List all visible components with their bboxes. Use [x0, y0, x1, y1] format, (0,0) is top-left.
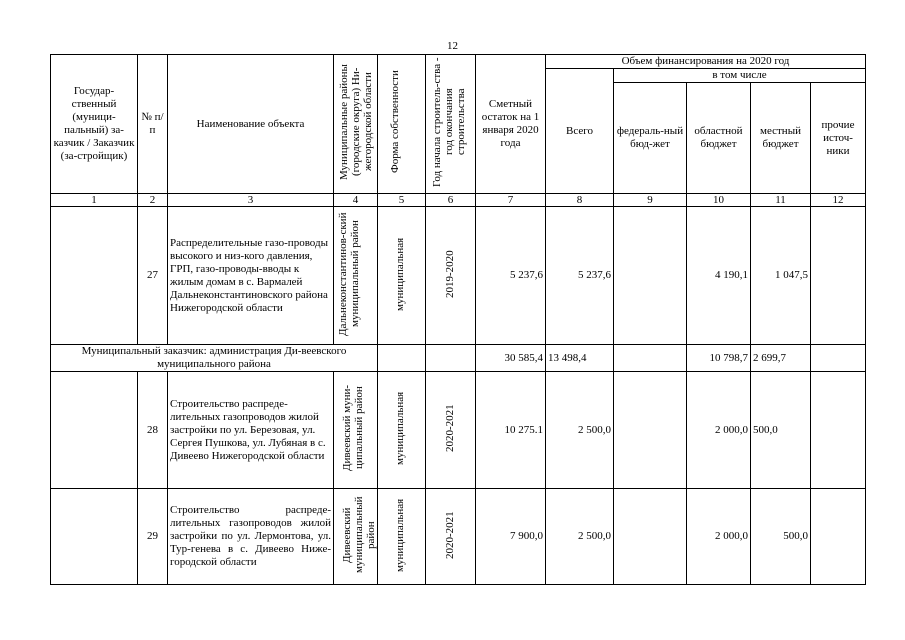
- remainder: 7 900,0: [476, 489, 546, 585]
- other: [811, 207, 866, 345]
- local: 500,0: [751, 372, 811, 489]
- object-name: Строительство распреде-лительных газопроводов жилой застройки по ул. Лермонтова, ул. Тур-генева в с. Дивеево Ниже-городской области: [168, 489, 334, 585]
- header-ownership: Форма собственности: [378, 55, 426, 194]
- table-row: [51, 489, 866, 585]
- page-number: 12: [447, 40, 458, 52]
- total: 13 498,4: [546, 345, 614, 372]
- ownership: муниципальная: [378, 207, 426, 345]
- object-name: Распределительные газо-проводы высокого и низ-кого давления, ГРП, газо-проводы-вводы к жилым домам в с. Вармалей Дальнеконстантиновского района Нижегородской области: [168, 207, 334, 345]
- header-local: местный бюджет: [751, 83, 811, 194]
- federal: [614, 207, 687, 345]
- financing-table: [50, 54, 866, 585]
- total: 2 500,0: [546, 372, 614, 489]
- district: Дальнеконстантинов-ский муниципальный район: [334, 207, 378, 345]
- header-remainder: Сметный остаток на 1 января 2020 года: [476, 55, 546, 194]
- total: 5 237,6: [546, 207, 614, 345]
- regional: 2 000,0: [687, 489, 751, 585]
- header-federal: федераль-ный бюд-жет: [614, 83, 687, 194]
- local: 500,0: [751, 489, 811, 585]
- column-numbers-row: 1 2 3 4 5 6 7 8 9 10 11 12: [51, 194, 866, 207]
- header-years: Год начала строитель-ства - год окончания строительства: [426, 55, 476, 194]
- header-financing: Объем финансирования на 2020 год: [546, 55, 866, 69]
- remainder: 10 275.1: [476, 372, 546, 489]
- total: 2 500,0: [546, 489, 614, 585]
- federal: [614, 345, 687, 372]
- table-row: [51, 345, 866, 372]
- other: [811, 489, 866, 585]
- header-district: Муниципальные районы (городские округа) Ни-жегородской области: [334, 55, 378, 194]
- other: [811, 345, 866, 372]
- table-row: [51, 372, 866, 489]
- row-number: 27: [138, 207, 168, 345]
- row-number: 28: [138, 372, 168, 489]
- years: 2019-2020: [426, 207, 476, 345]
- other: [811, 372, 866, 489]
- ownership: муниципальная: [378, 372, 426, 489]
- ownership: муниципальная: [378, 489, 426, 585]
- local: 1 047,5: [751, 207, 811, 345]
- header-including: в том числе: [614, 69, 866, 83]
- header-other: прочие источ-ники: [811, 83, 866, 194]
- regional: 4 190,1: [687, 207, 751, 345]
- remainder: 5 237,6: [476, 207, 546, 345]
- years: 2020-2021: [426, 489, 476, 585]
- row-number: 29: [138, 489, 168, 585]
- remainder: 30 585,4: [476, 345, 546, 372]
- header-regional: областной бюджет: [687, 83, 751, 194]
- years: 2020-2021: [426, 372, 476, 489]
- table-row: [51, 207, 866, 345]
- header-customer: Государ-ственный (муници-пальный) за-казчик / Заказчик (за-стройщик): [51, 55, 138, 194]
- header-object-name: Наименование объекта: [168, 55, 334, 194]
- header-number: № п/п: [138, 55, 168, 194]
- district: Дивеевский муни-ципальный район: [334, 372, 378, 489]
- federal: [614, 489, 687, 585]
- regional: 10 798,7: [687, 345, 751, 372]
- federal: [614, 372, 687, 489]
- local: 2 699,7: [751, 345, 811, 372]
- customer-label: Муниципальный заказчик: администрация Ди-веевского муниципального района: [51, 345, 378, 372]
- object-name: Строительство распреде-лительных газопроводов жилой застройки по ул. Березовая, ул. Сергея Пушкова, ул. Лубяная в с. Дивеево Нижегородской области: [168, 372, 334, 489]
- header-total: Всего: [546, 69, 614, 194]
- district: Дивеевский муниципальный район: [334, 489, 378, 585]
- regional: 2 000,0: [687, 372, 751, 489]
